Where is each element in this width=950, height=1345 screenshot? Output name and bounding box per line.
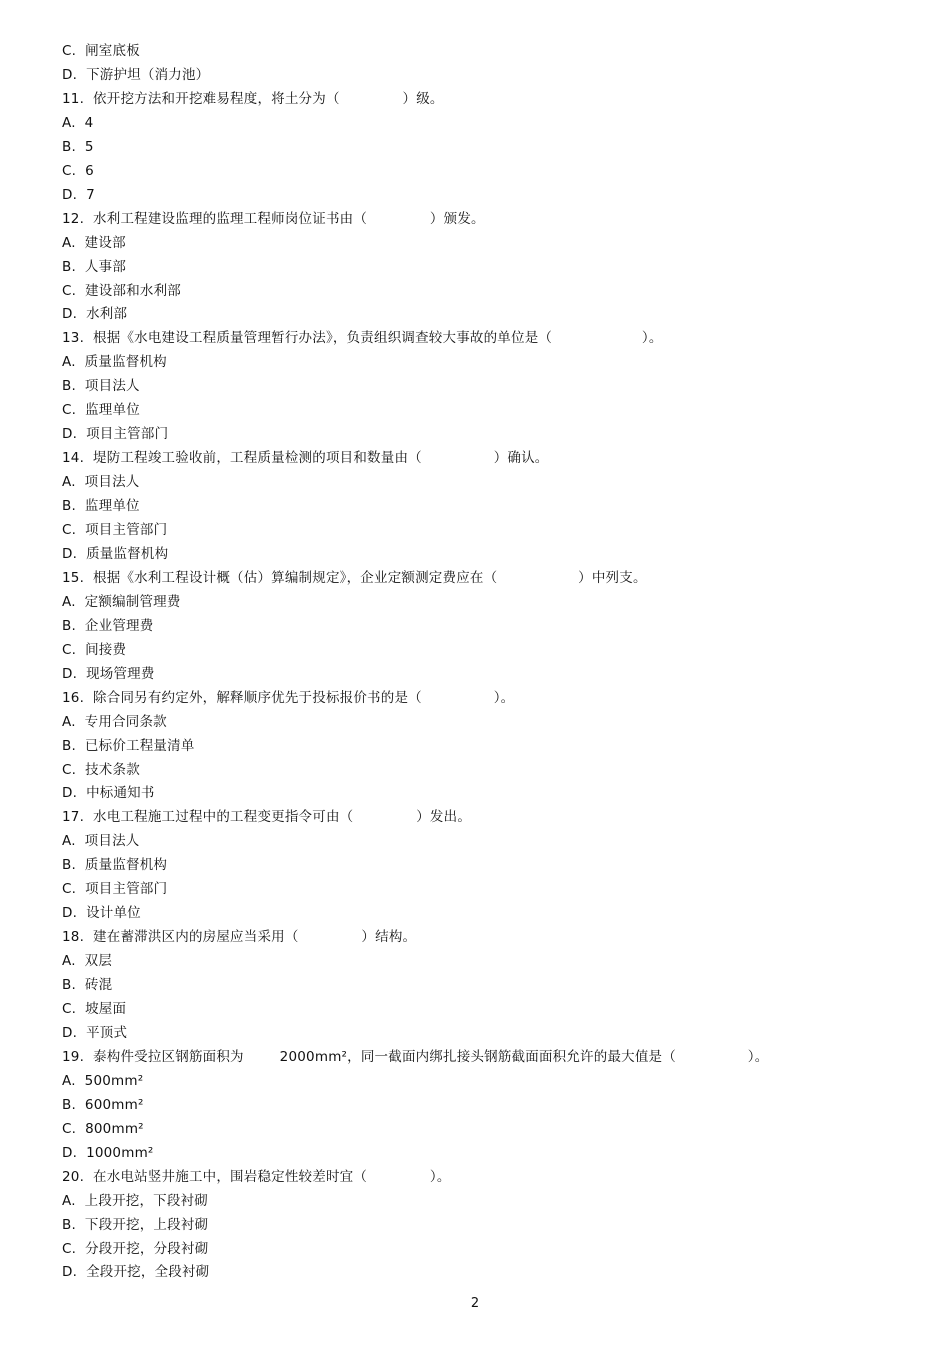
page-number: 2 bbox=[470, 1296, 480, 1311]
answer-option: D. 全段开挖，全段衬砌 bbox=[62, 1264, 210, 1281]
answer-option: B. 人事部 bbox=[62, 258, 127, 275]
answer-option: D. 质量监督机构 bbox=[62, 545, 169, 562]
question-stem: 19. 泰构件受拉区钢筋面积为 2000mm²，同一截面内绑扎接头钢筋截面面积允许的最大值是（ ）。 bbox=[62, 1048, 769, 1065]
answer-option: C. 6 bbox=[62, 162, 94, 179]
answer-option: A. 上段开挖，下段衬砌 bbox=[62, 1192, 208, 1209]
answer-option: B. 已标价工程量清单 bbox=[62, 737, 195, 754]
answer-option: C. 建设部和水利部 bbox=[62, 282, 181, 299]
answer-option: C. 监理单位 bbox=[62, 402, 140, 419]
answer-option: A. 建设部 bbox=[62, 234, 126, 251]
answer-option: A. 4 bbox=[62, 114, 94, 131]
answer-option: D. 水利部 bbox=[62, 306, 128, 323]
answer-option: A. 双层 bbox=[62, 953, 113, 970]
question-stem: 17. 水电工程施工过程中的工程变更指令可由（ ）发出。 bbox=[62, 809, 472, 826]
answer-option: C. 项目主管部门 bbox=[62, 881, 168, 898]
answer-option: A. 定额编制管理费 bbox=[62, 593, 181, 610]
answer-option: B. 下段开挖，上段衬砌 bbox=[62, 1216, 209, 1233]
answer-option: D. 7 bbox=[62, 186, 95, 203]
question-stem: 12. 水利工程建设监理的监理工程师岗位证书由（ ）颁发。 bbox=[62, 210, 485, 227]
answer-option: C. 间接费 bbox=[62, 641, 127, 658]
answer-option: D. 中标通知书 bbox=[62, 785, 155, 802]
answer-option: B. 项目法人 bbox=[62, 378, 140, 395]
answer-option: B. 质量监督机构 bbox=[62, 857, 168, 874]
answer-option: C. 闸室底板 bbox=[62, 43, 140, 59]
question-stem: 20. 在水电站竖井施工中，围岩稳定性较差时宜（ ）。 bbox=[62, 1168, 451, 1185]
answer-option: B. 监理单位 bbox=[62, 498, 140, 515]
answer-option: A. 项目法人 bbox=[62, 833, 140, 850]
answer-option: C. 800mm² bbox=[62, 1120, 144, 1137]
answer-option: D. 1000mm² bbox=[62, 1144, 154, 1161]
answer-option: A. 500mm² bbox=[62, 1072, 144, 1089]
question-stem: 11. 依开挖方法和开挖难易程度，将土分为（ ）级。 bbox=[62, 90, 444, 107]
question-stem: 16. 除合同另有约定外，解释顺序优先于投标报价书的是（ ）。 bbox=[62, 689, 515, 706]
answer-option: A. 专用合同条款 bbox=[62, 713, 167, 730]
question-stem: 15. 根据《水利工程设计概（估）算编制规定》，企业定额测定费应在（ ）中列支。 bbox=[62, 569, 647, 586]
answer-option: D. 项目主管部门 bbox=[62, 426, 169, 443]
answer-option: B. 5 bbox=[62, 138, 94, 155]
answer-option: A. 质量监督机构 bbox=[62, 354, 167, 371]
question-stem: 18. 建在蓄滞洪区内的房屋应当采用（ ）结构。 bbox=[62, 929, 417, 946]
answer-option: B. 企业管理费 bbox=[62, 617, 154, 634]
question-stem: 13. 根据《水电建设工程质量管理暂行办法》，负责组织调查较大事故的单位是（ ）。 bbox=[62, 330, 663, 347]
answer-option: D. 设计单位 bbox=[62, 905, 141, 922]
answer-option: D. 下游护坦（消力池） bbox=[62, 66, 210, 83]
answer-option: B. 砖混 bbox=[62, 977, 113, 994]
answer-option: A. 项目法人 bbox=[62, 474, 140, 491]
answer-option: B. 600mm² bbox=[62, 1096, 144, 1113]
answer-option: D. 平顶式 bbox=[62, 1024, 128, 1041]
answer-option: C. 分段开挖，分段衬砌 bbox=[62, 1240, 209, 1257]
question-stem: 14. 堤防工程竣工验收前，工程质量检测的项目和数量由（ ）确认。 bbox=[62, 450, 549, 467]
answer-option: C. 坡屋面 bbox=[62, 1001, 127, 1017]
answer-option: C. 项目主管部门 bbox=[62, 522, 168, 538]
answer-option: D. 现场管理费 bbox=[62, 665, 155, 682]
answer-option: C. 技术条款 bbox=[62, 761, 140, 778]
